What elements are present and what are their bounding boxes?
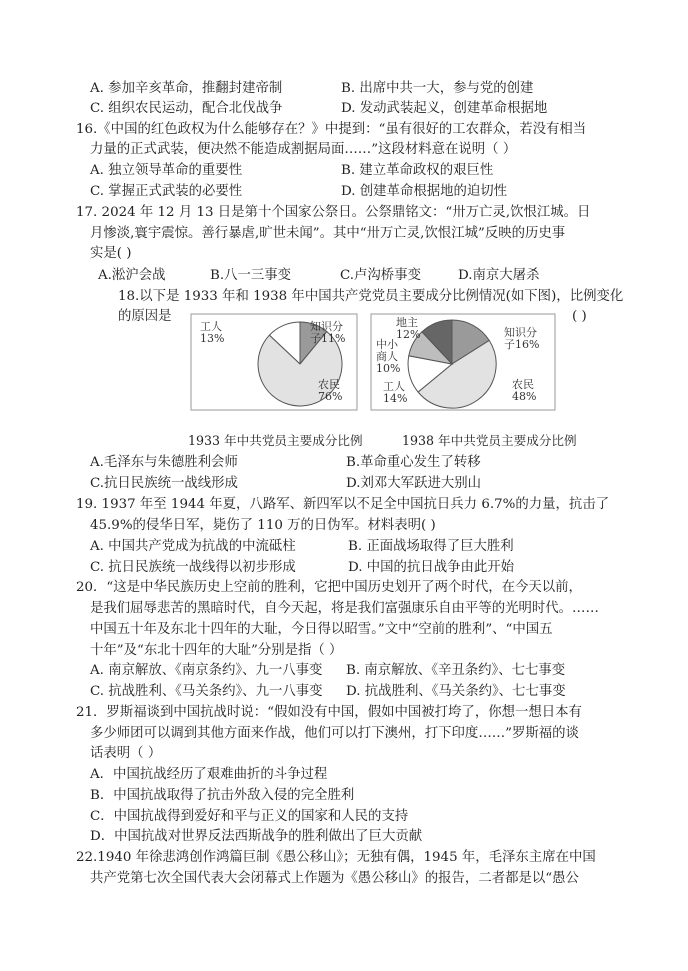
- q20-stem-line3: 中国五十年及东北十四年的大耻，今日得以昭雪。”文中“空前的胜利”、“中国五: [90, 622, 553, 637]
- pie-label-workers: 工人 14%: [383, 380, 408, 405]
- q17-option-a: A.淞沪会战: [98, 268, 166, 283]
- q19-stem-line1: 19. 1937 年至 1944 年夏，八路军、新四军以不足全中国抗日兵力 6.7%的力量，抗击了: [76, 497, 610, 512]
- q18-answer-paren: ( ): [572, 309, 587, 324]
- pie-1933-caption: 1933 年中共党员主要成分比例: [188, 433, 363, 448]
- q18-pie-charts: [190, 312, 560, 412]
- pie-1938-caption: 1938 年中共党员主要成分比例: [402, 433, 577, 448]
- q20-option-b: B. 南京解放、《辛丑条约》、七七事变: [346, 663, 566, 678]
- q18-stem-line2: 的原因是: [118, 309, 172, 324]
- pie-1938: [371, 314, 555, 410]
- q21-option-c: C．中国抗战得到爱好和平与正义的国家和人民的支持: [90, 809, 409, 824]
- q20-stem-line1: 20．“这是中华民族历史上空前的胜利，它把中国历史划开了两个时代，在今天以前，: [76, 580, 582, 595]
- q15-option-d: D. 发动武装起义，创建革命根据地: [341, 101, 548, 116]
- q21-stem-line1: 21．罗斯福谈到中国抗战时说：“假如没有中国，假如中国被打垮了，你想一想日本有: [76, 705, 582, 720]
- q17-option-c: C.卢沟桥事变: [340, 268, 421, 283]
- q21-option-b: B．中国抗战取得了抗击外敌入侵的完全胜利: [90, 788, 355, 803]
- q16-option-b: B. 建立革命政权的艰巨性: [341, 163, 494, 178]
- pie-label-workers: 工人 13%: [200, 320, 225, 345]
- q20-stem-line4: 十年”及“东北十四年的大耻”分别是指（ ）: [90, 643, 343, 658]
- q18-stem-line1: 18.以下是 1933 年和 1938 年中国共产党党员主要成分比例情况(如下图)，比例变化: [118, 289, 624, 304]
- q17-option-d: D.南京大屠杀: [458, 268, 540, 283]
- q20-stem-line2: 是我们屈辱悲苦的黑暗时代，自今天起，将是我们富强康乐自由平等的光明时代。……: [90, 601, 599, 616]
- q16-option-c: C. 掌握正式武装的必要性: [90, 184, 243, 199]
- q21-stem-line2: 多少师团可以调到其他方面来作战，他们可以打下澳州，打下印度……”罗斯福的谈: [90, 726, 579, 741]
- q17-option-b: B.八一三事变: [210, 268, 292, 283]
- pie-label-landlords: 地主 12%: [396, 316, 421, 341]
- pie-1933: [191, 314, 357, 410]
- q19-option-a: A. 中国共产党成为抗战的中流砥柱: [90, 539, 296, 554]
- q19-option-d: D. 中国的抗日战争由此开始: [348, 560, 515, 575]
- q20-option-d: D. 抗战胜利、《马关条约》、七七事变: [346, 684, 566, 699]
- q17-stem-line1: 17. 2024 年 12 月 13 日是第十个国家公祭日。公祭鼎铭文：“卅万亡灵,饮恨江城。日: [76, 205, 591, 220]
- q19-option-c: C. 抗日民族统一战线得以初步形成: [90, 560, 296, 575]
- q16-option-d: D. 创建革命根据地的迫切性: [341, 184, 508, 199]
- q22-stem-line1: 22.1940 年徐悲鸿创作鸿篇巨制《愚公移山》；无独有偶，1945 年，毛泽东主席在中国: [76, 850, 596, 865]
- q21-stem-line3: 话表明（ ）: [90, 746, 162, 761]
- pie-label-intellectuals: 知识分子16%: [504, 326, 540, 351]
- q19-stem-line2: 45.9%的侵华日军，毙伤了 110 万的日伪军。材料表明( ): [90, 518, 436, 533]
- q17-stem-line2: 月惨淡,寰宇震惊。善行暴虐,旷世未闻”。其中“卅万亡灵,饮恨江城”反映的历史事: [90, 226, 566, 241]
- q15-option-a: A. 参加辛亥革命，推翻封建帝制: [90, 81, 283, 96]
- q15-option-b: B. 出席中共一大，参与党的创建: [341, 81, 534, 96]
- q17-stem-line3: 实是( ): [90, 246, 132, 261]
- q16-option-a: A. 独立领导革命的重要性: [90, 163, 243, 178]
- q18-option-c: C.抗日民族统一战线形成: [90, 476, 238, 491]
- q15-option-c: C. 组织农民运动，配合北伐战争: [90, 101, 283, 116]
- q22-stem-line2: 共产党第七次全国代表大会闭幕式上作题为《愚公移山》的报告，二者都是以“愚公: [90, 871, 579, 886]
- pie-label-merchants: 中小商人 10%: [376, 338, 401, 375]
- q21-option-d: D．中国抗战对世界反法西斯战争的胜利做出了巨大贡献: [90, 829, 423, 844]
- q18-option-a: A.毛泽东与朱德胜利会师: [90, 455, 238, 470]
- q16-stem-line2: 力量的正式武装，便决然不能造成割据局面……”这段材料意在说明（ ）: [90, 142, 517, 157]
- pie-label-intellectuals: 知识分子11%: [310, 320, 346, 345]
- q18-option-d: D.刘邓大军跃进大别山: [346, 476, 482, 491]
- q19-option-b: B. 正面战场取得了巨大胜利: [348, 539, 514, 554]
- pie-label-peasants: 农民 48%: [512, 378, 537, 403]
- pie-label-peasants: 农民 76%: [318, 378, 343, 403]
- q16-stem-line1: 16.《中国的红色政权为什么能够存在？》中提到：“虽有很好的工农群众，若没有相当: [76, 122, 587, 137]
- q20-option-c: C. 抗战胜利、《马关条约》、九一八事变: [90, 684, 323, 699]
- q20-option-a: A. 南京解放、《南京条约》、九一八事变: [90, 663, 323, 678]
- q18-option-b: B.革命重心发生了转移: [346, 455, 481, 470]
- q21-option-a: A．中国抗战经历了艰难曲折的斗争过程: [90, 767, 328, 782]
